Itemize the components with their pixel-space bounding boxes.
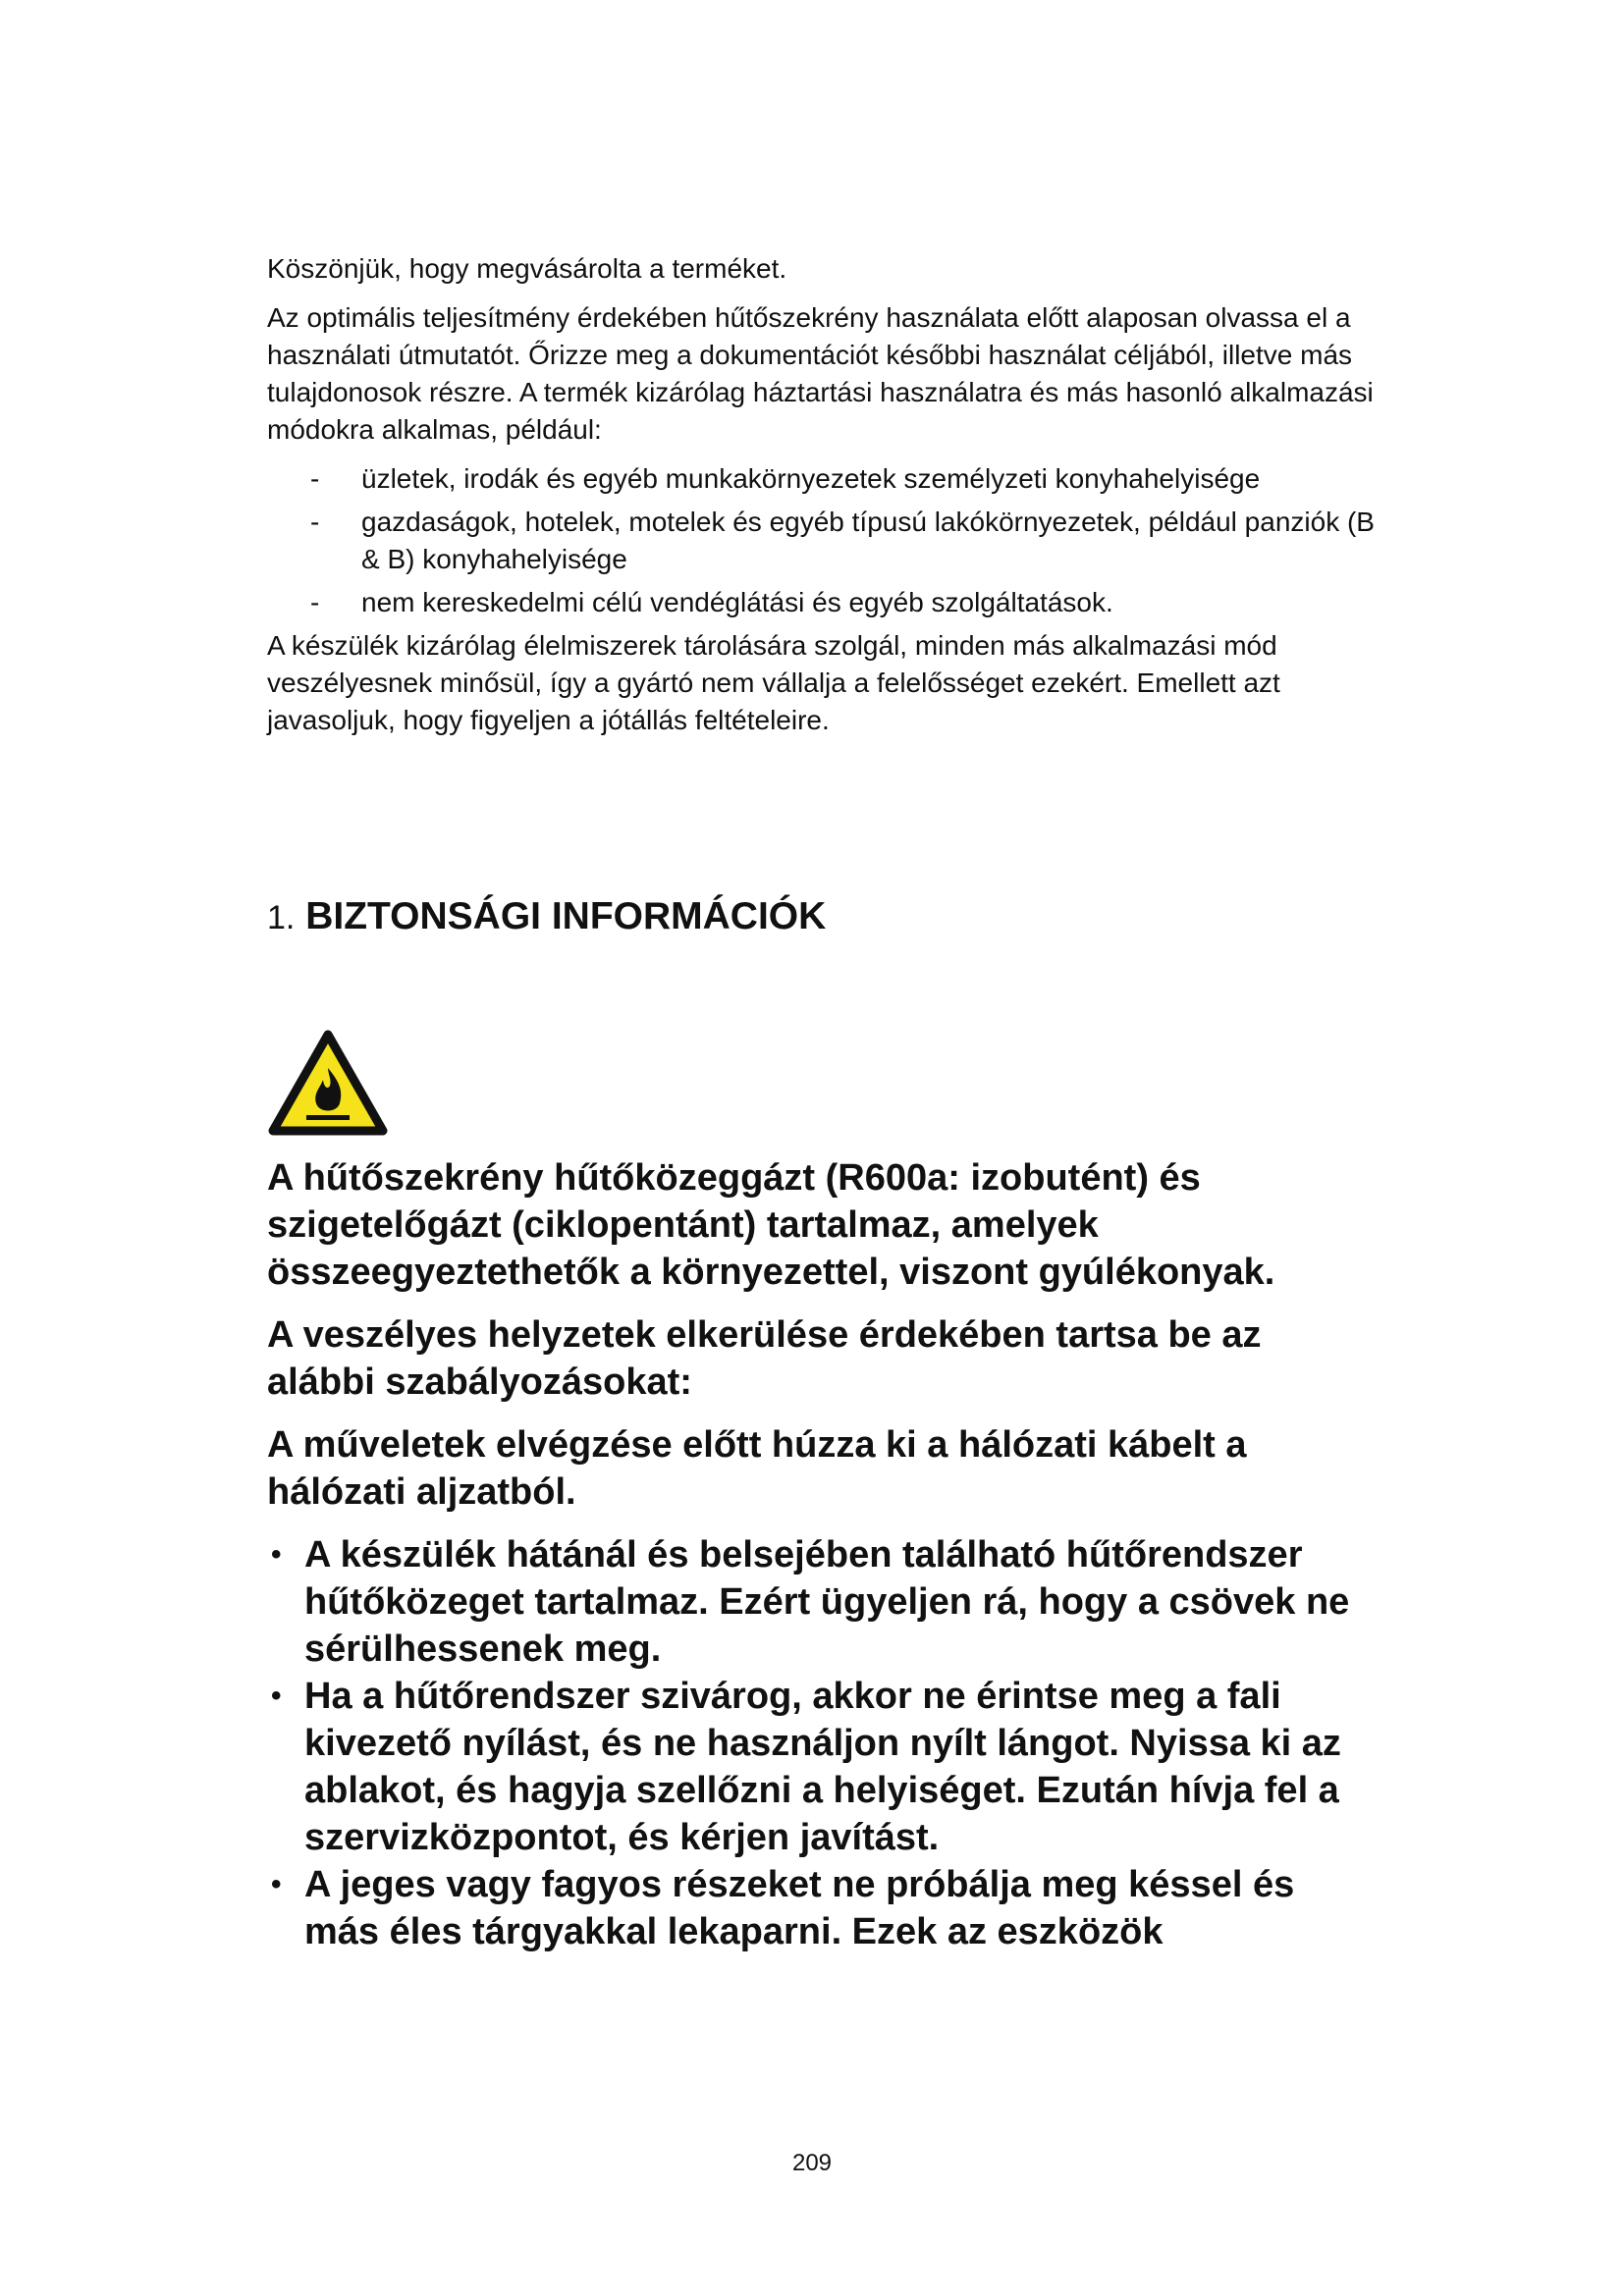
intro-section <box>267 250 1386 751</box>
safety-paragraph-1: A hűtőszekrény hűtőközeggázt (R600a: izobutént) és szigetelőgázt (ciklopentánt) tartalmaz, amelyek összeegyeztethetők a környezettel, viszont gyúlékonyak. <box>267 1157 1275 1293</box>
section-heading <box>267 895 826 938</box>
list-marker: - <box>310 587 320 617</box>
closing-paragraph: A készülék kizárólag élelmiszerek tárolására szolgál, minden más alkalmazási mód veszélyesnek minősül, így a gyártó nem vállalja a felelősséget ezekért. Emellett azt javasoljuk, hogy figyeljen a jótállás feltételeire. <box>267 630 1280 735</box>
safety-bullet-list <box>267 1531 1377 1955</box>
list-marker: - <box>310 463 320 494</box>
list-item <box>267 584 1386 621</box>
section-title: BIZTONSÁGI INFORMÁCIÓK <box>305 895 827 937</box>
bullet-item <box>267 1861 1377 1955</box>
list-item-text: gazdaságok, hotelek, motelek és egyéb típusú lakókörnyezetek, például panziók (B & B) konyhahelyisége <box>361 507 1375 574</box>
safety-paragraph-2: A veszélyes helyzetek elkerülése érdekében tartsa be az alábbi szabályozásokat: <box>267 1314 1262 1403</box>
flammable-warning-icon <box>267 1029 389 1137</box>
list-marker: - <box>310 507 320 537</box>
list-item <box>267 460 1386 498</box>
safety-paragraph-3: A műveletek elvégzése előtt húzza ki a hálózati kábelt a hálózati aljzatból. <box>267 1424 1247 1513</box>
section-number: 1. <box>267 899 296 936</box>
thanks-text: Köszönjük, hogy megvásárolta a terméket. <box>267 253 787 284</box>
bullet-marker: • <box>271 1680 282 1712</box>
list-item-text: nem kereskedelmi célú vendéglátási és egyéb szolgáltatások. <box>361 587 1113 617</box>
usage-list <box>267 460 1386 621</box>
bullet-item <box>267 1673 1377 1861</box>
safety-section <box>267 1154 1377 1955</box>
bullet-marker: • <box>271 1868 282 1900</box>
page-number: 209 <box>791 2150 833 2176</box>
bullet-text: A jeges vagy fagyos részeket ne próbálja meg késsel és más éles tárgyakkal lekaparni. Ezek az eszközök <box>304 1864 1295 1952</box>
bullet-text: A készülék hátánál és belsejében található hűtőrendszer hűtőközeget tartalmaz. Ezért ügyeljen rá, hogy a csövek ne sérülhessenek meg. <box>304 1534 1350 1670</box>
bullet-text: Ha a hűtőrendszer szivárog, akkor ne érintse meg a fali kivezető nyílást, és ne használjon nyílt lángot. Nyissa ki az ablakot, és hagyja szellőzni a helyiséget. Ezután hívja fel a szervizközpontot, és kérjen javítást. <box>304 1676 1341 1858</box>
list-item <box>267 504 1386 578</box>
bullet-item <box>267 1531 1377 1673</box>
list-item-text: üzletek, irodák és egyéb munkakörnyezetek személyzeti konyhahelyisége <box>361 463 1261 494</box>
intro-paragraph: Az optimális teljesítmény érdekében hűtőszekrény használata előtt alaposan olvassa el a használati útmutatót. Őrizze meg a dokumentációt későbbi használat céljából, illetve más tulajdonosok részre. A termék kizárólag háztartási használatra és más hasonló alkalmazási módokra alkalmas, például: <box>267 302 1374 445</box>
bullet-marker: • <box>271 1538 282 1571</box>
